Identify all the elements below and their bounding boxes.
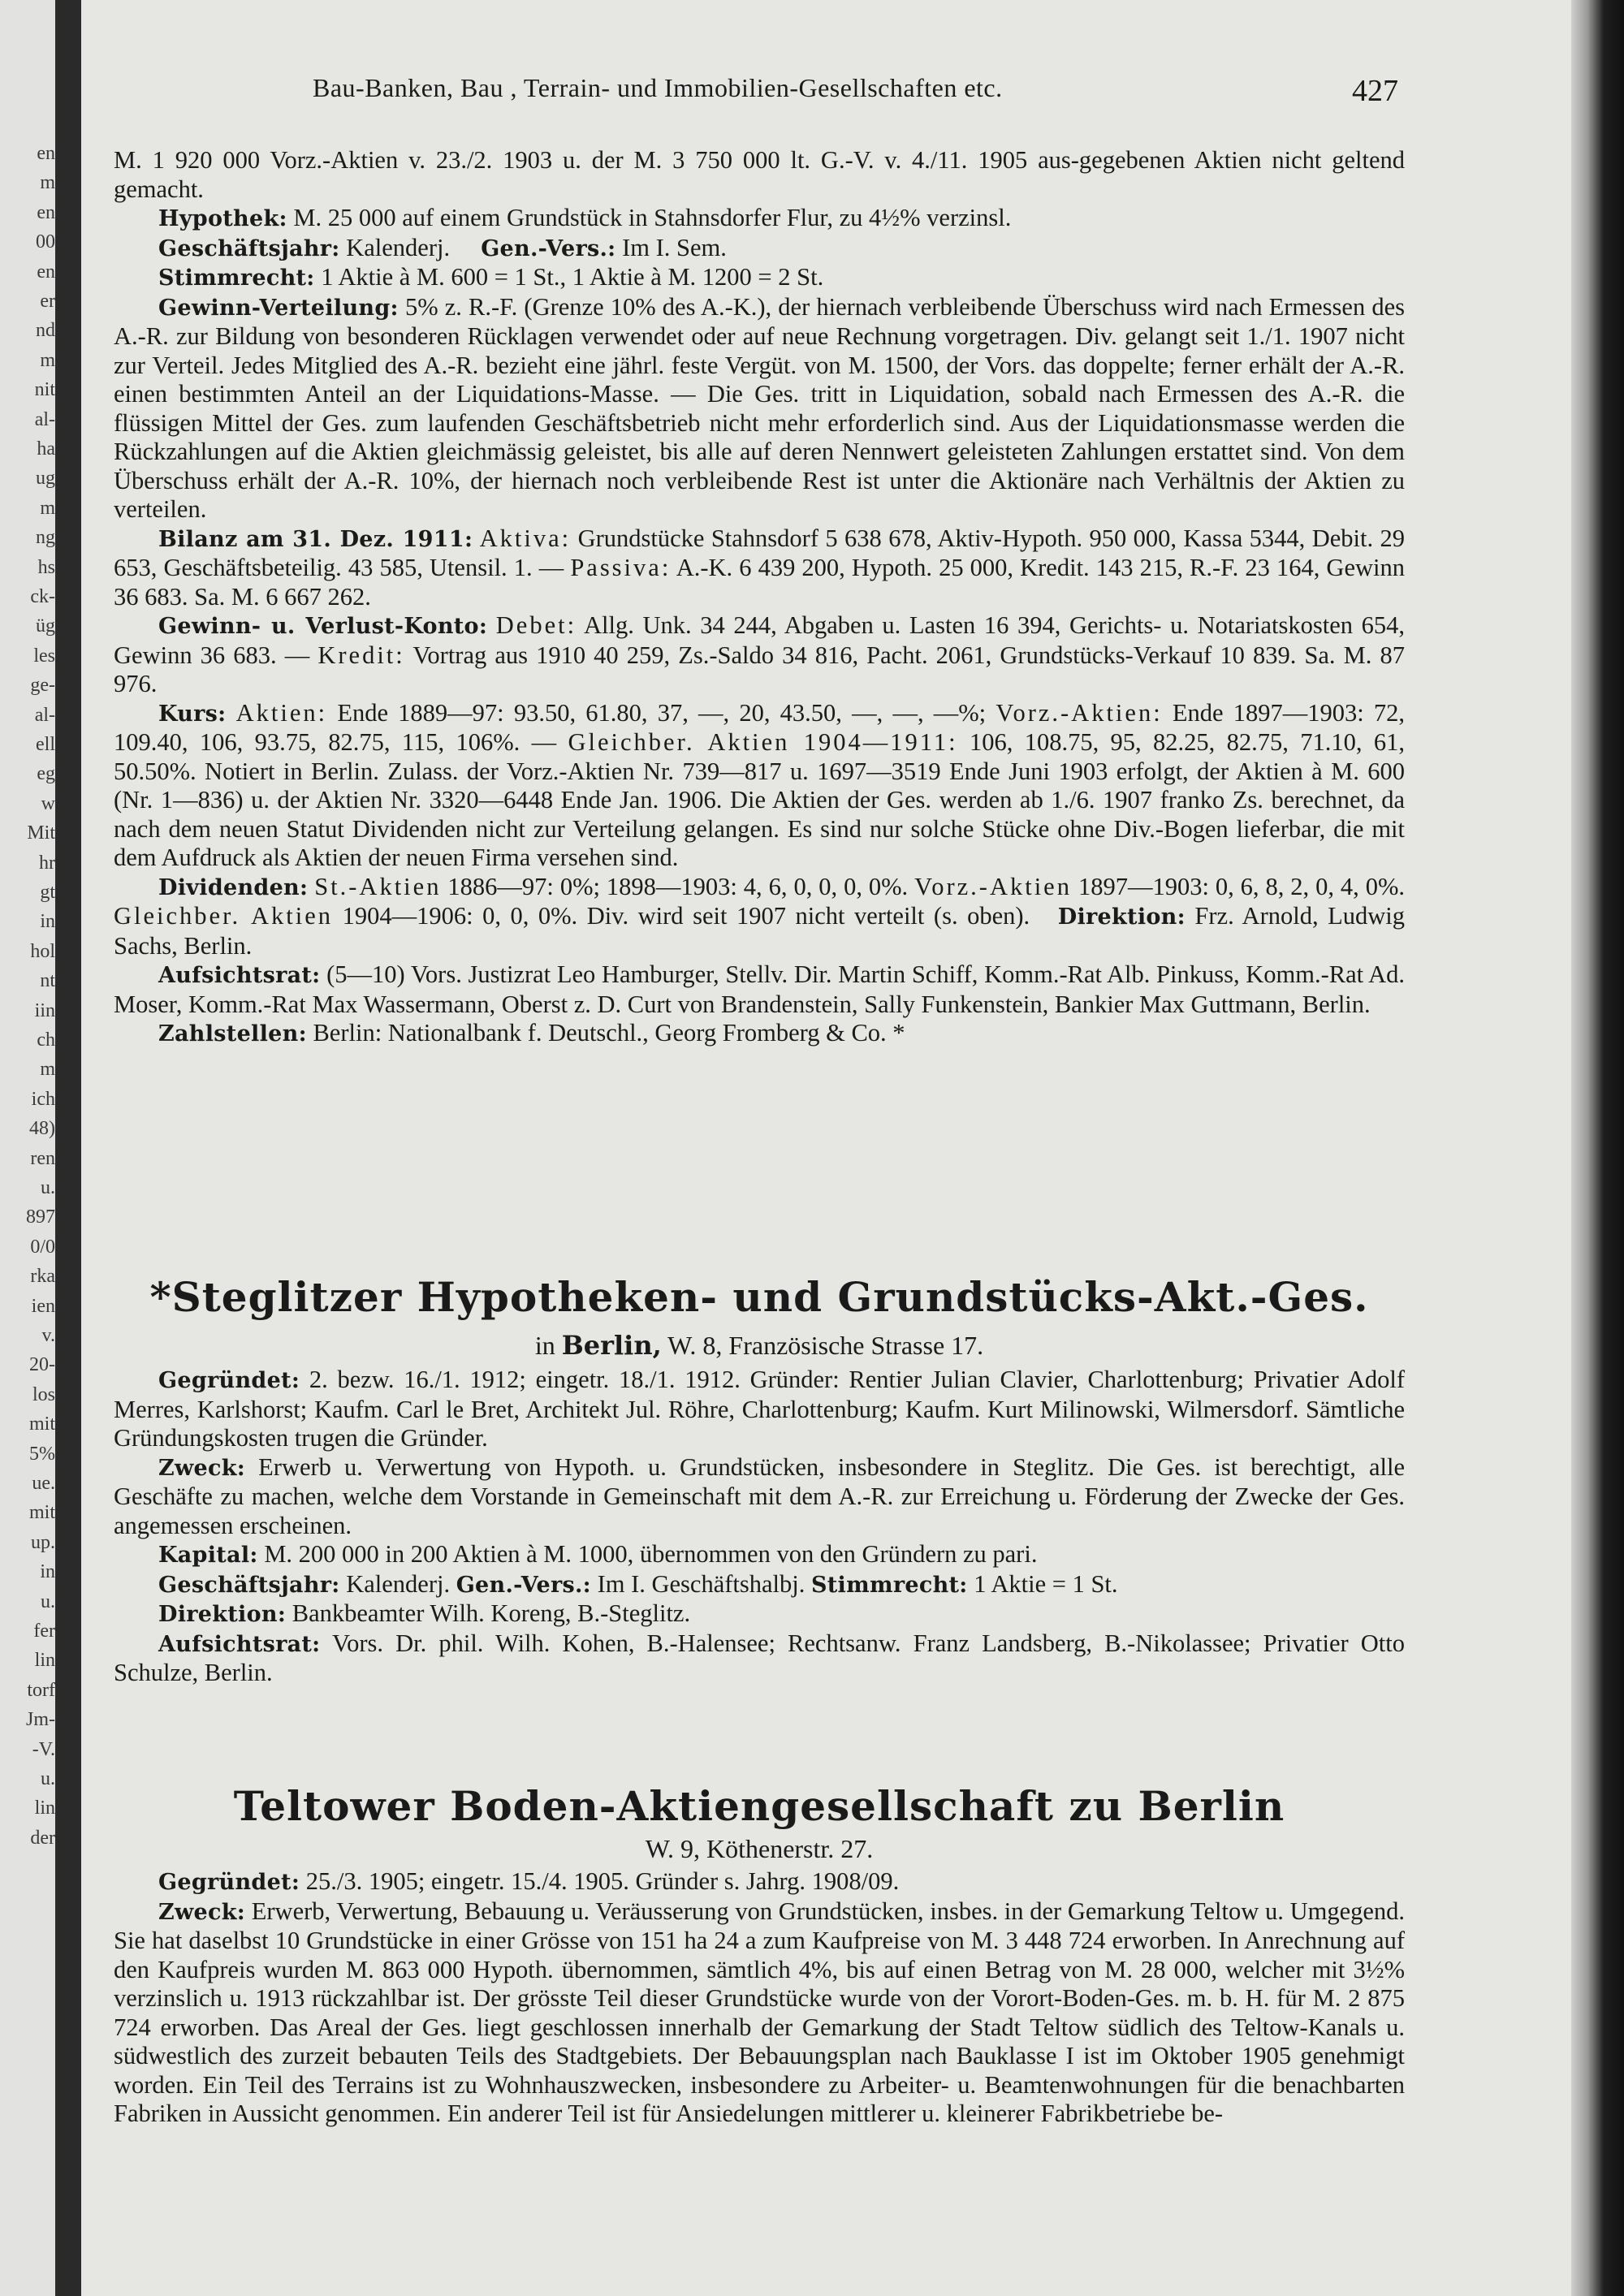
margin-fragment: en: [37, 261, 55, 283]
margin-fragment: u.: [41, 1590, 55, 1612]
geschaeftsjahr-text: Kalenderj.: [346, 1569, 451, 1598]
guv-text-1: Allg. Unk. 34 244, Abgaben u. Lasten 16 394, Gerichts- u. Notariatskosten 654, Gewinn 36 683. —: [114, 611, 1405, 669]
gegruendet-entry: [114, 1366, 1405, 1453]
passiva-word: Passiva:: [570, 554, 672, 581]
margin-fragment: nit: [34, 379, 55, 401]
margin-fragment: iin: [34, 999, 55, 1021]
page-number: 427: [1352, 74, 1398, 108]
margin-fragment: u.: [41, 1177, 55, 1198]
dividenden-entry: [114, 873, 1405, 961]
guv-label: Gewinn- u. Verlust-Konto:: [158, 614, 488, 639]
margin-fragment: en: [37, 201, 55, 223]
company-address-steglitzer: [114, 1330, 1405, 1361]
zweck-entry: [114, 1897, 1405, 2129]
margin-fragment: eg: [37, 763, 55, 785]
kurs-label: Kurs:: [158, 701, 227, 727]
div-st-word: St.-Aktien: [314, 872, 442, 900]
margin-fragment: 00: [36, 231, 55, 253]
margin-fragment: er: [40, 291, 55, 312]
gewinn-verteilung-text: 5% z. R.-F. (Grenze 10% des A.-K.), der hiernach verbleibende Überschuss wird nach Ermessen des A.-R. zur Bildung von besonderen Rücklagen verwendet oder auf neue Rechnung vorgetragen. Div. gelangt seit 1./1. 1907 nicht zur Verteil. Jedes Mitglied des A.-R. bezieht eine jährl. feste Vergüt. von M. 1500, der Vors. das doppelte; ferner erhält der A.-R. einen bestimmten Anteil an der Liquidations-Masse. — Die Ges. tritt in Liquidation, sobald nach Ermessen des A.-R. die flüssigen Mittel der Ges. zum laufenden Geschäftsbetrieb nicht mehr erforderlich sind. Aus der Liquidationsmasse werden die Rückzahlungen auf die Aktien gleichmässig geleistet, bis alle auf deren Nennwert geleisteten Zahlungen erstattet sind. Von dem Überschuss erhält der A.-R. 10%, der hiernach noch verbleibende Rest ist unter die Aktionäre nach Verhältnis der Aktien zu verteilen.: [114, 292, 1406, 523]
margin-fragment: 897: [26, 1206, 55, 1228]
running-head: Bau-Banken, Bau , Terrain- und Immobilien-Gesellschaften etc.: [313, 73, 1003, 102]
margin-fragment: hs: [37, 556, 55, 578]
bilanz-text-1: Grundstücke Stahnsdorf 5 638 678, Aktiv-Hypoth. 950 000, Kassa 5344, Debit. 29 653, Geschäftsbeteilig. 43 585, Utensil. 1. —: [114, 524, 1406, 581]
margin-fragment: in: [40, 1561, 55, 1583]
kurs-entry: [114, 699, 1405, 873]
margin-fragment: ch: [37, 1029, 55, 1051]
margin-fragment: 20-: [29, 1354, 55, 1376]
zweck-label: Zweck:: [158, 1899, 246, 1925]
kredit-word: Kredit:: [317, 641, 405, 669]
margin-fragment: 5%: [29, 1443, 55, 1465]
kapital-entry: [114, 1540, 1405, 1570]
margin-fragment: 0/0: [30, 1236, 55, 1258]
genvers-text: Im I. Sem.: [622, 233, 727, 261]
margin-fragment: mit: [28, 1413, 55, 1435]
div-gleichber-word: Gleichber. Aktien: [114, 902, 334, 930]
genvers-text: Im I. Geschäftshalbj.: [597, 1569, 806, 1598]
zweck-text: Erwerb, Verwertung, Bebauung u. Veräusserung von Grundstücken, insbes. in der Gemarkung Teltow u. Umgegend. Sie hat daselbst 10 Grundstücke in einer Grösse von 151 ha 24 a zum Kaufpreise von M. 3 448 724 erworben. In Anrechnung auf den Kaufpreis wurden M. 863 000 Hypoth. übernommen, sämtlich 4%, bis auf einen Betrag von M. 28 000, welcher mit 3½% verzinslich u. 1913 rückzahlbar ist. Der grösste Teil dieser Grundstücke wurde von der Vorort-Boden-Ges. m. b. H. für M. 2 875 724 erworben. Das Areal der Ges. liegt geschlossen innerhalb der Gemarkung der Stadt Teltow südlich des Teltow-Kanals u. südwestlich des zurzeit bebauten Teils des Stadtgebiets. Der Bebauungsplan nach Bauklasse I ist im Oktober 1905 genehmigt worden. Ein Teil des Terrains ist zu Wohnhauszwecken, insbesondere zu Arbeiter- u. Beamtenwohnungen für die benachbarten Fabriken in Aussicht genommen. Ein anderer Teil ist für Ansiedelungen mittlerer u. kleinerer Fabrikbetriebe be-: [114, 1897, 1406, 2127]
stimmrecht-text: 1 Aktie à M. 600 = 1 St., 1 Aktie à M. 1200 = 2 St.: [321, 263, 824, 291]
direktion-text: Bankbeamter Wilh. Koreng, B.-Steglitz.: [292, 1599, 691, 1627]
stimmrecht-label: Stimmrecht:: [158, 265, 315, 291]
aktiva-word: Aktiva:: [479, 524, 572, 552]
zweck-entry: [114, 1453, 1405, 1541]
aufsichtsrat-text: Vors. Dr. phil. Wilh. Kohen, B.-Halensee; Rechtsanw. Franz Landsberg, B.-Nikolassee; Privatier Otto Schulze, Berlin.: [114, 1629, 1405, 1686]
geschaeftsjahr-text: Kalenderj.: [346, 233, 451, 261]
div-vorz-word: Vorz.-Aktien: [914, 872, 1072, 900]
kurs-aktien-word: Aktien:: [235, 698, 328, 727]
geschaeftsjahr-entry: [114, 1570, 1405, 1600]
margin-fragment: hr: [39, 852, 55, 874]
margin-fragment: rka: [30, 1266, 55, 1288]
aufsichtsrat-entry: [114, 1629, 1405, 1688]
margin-fragment: fer: [33, 1621, 55, 1642]
margin-fragment: up.: [31, 1531, 55, 1553]
bilanz-text-2: A.-K. 6 439 200, Hypoth. 25 000, Kredit. 143 215, R.-F. 23 164, Gewinn 36 683. Sa. M. 6 667 262.: [114, 554, 1405, 611]
margin-fragment: in: [40, 911, 55, 933]
intro-paragraph: M. 1 920 000 Vorz.-Aktien v. 23./2. 1903 u. der M. 3 750 000 lt. G.-V. v. 4./11. 1905 aus-gegebenen Aktien nicht geltend gemacht.: [114, 146, 1405, 203]
kurs-vorz-word: Vorz.-Aktien:: [996, 698, 1163, 727]
adjacent-page-margin: [0, 0, 55, 2296]
geschaeftsjahr-label: Geschäftsjahr:: [158, 235, 340, 261]
kapital-text: M. 200 000 in 200 Aktien à M. 1000, übernommen von den Gründern zu pari.: [264, 1540, 1038, 1568]
book-gutter: [55, 0, 81, 2296]
margin-fragment: ha: [37, 438, 55, 460]
margin-fragment: en: [37, 143, 55, 164]
margin-fragment: v.: [41, 1325, 55, 1346]
div-text-3: 1904—1906: 0, 0, 0%. Div. wird seit 1907 nicht verteilt (s. oben).: [342, 902, 1030, 930]
debet-word: Debet:: [495, 611, 577, 639]
gegruendet-entry: [114, 1867, 1405, 1897]
margin-fragment: Mit: [27, 822, 55, 844]
address-in: in: [534, 1331, 555, 1360]
margin-fragment: ug: [36, 468, 55, 490]
kurs-gleichber-word: Gleichber. Aktien 1904—1911:: [568, 728, 958, 756]
margin-fragment: m: [40, 1059, 55, 1081]
section-teltower: [114, 1867, 1405, 2129]
zweck-text: Erwerb u. Verwertung von Hypoth. u. Grundstücken, insbesondere in Steglitz. Die Ges. ist berechtigt, alle Geschäfte zu machen, welche dem Vorstande in Gemeinschaft mit dem A.-R. zur Erreichung u. Förderung der Zwecke der Ges. angemessen erscheinen.: [114, 1452, 1405, 1539]
kurs-text-3: 106, 108.75, 95, 82.25, 82.75, 71.10, 61, 50.50%. Notiert in Berlin. Zulass. der Vorz.-Aktien Nr. 739—817 u. 1697—3519 Ende Juni 1903 erfolgt, der Aktien à M. 600 (Nr. 1—836) u. der Aktien Nr. 3320—6448 Ende Jan. 1906. Die Aktien der Ges. werden ab 1./6. 1907 franko Zs. berechnet, da nach dem neuen Statut Dividenden nicht zur Verteilung gelangen. Es sind nur solche Stücke ohne Div.-Bogen lieferbar, die mit dem Aufdruck als Aktien der neuen Firma versehen sind.: [114, 728, 1406, 871]
bilanz-label: Bilanz am 31. Dez. 1911:: [158, 526, 473, 552]
gewinn-verteilung-entry: [114, 293, 1405, 524]
margin-fragment: 48): [29, 1118, 55, 1140]
margin-fragment: m: [40, 172, 55, 194]
section-steglitzer: [114, 1366, 1405, 1688]
aufsichtsrat-entry: [114, 960, 1405, 1019]
margin-fragment: nd: [36, 320, 55, 342]
div-text-2: 1897—1903: 0, 6, 8, 2, 0, 4, 0%.: [1078, 872, 1406, 900]
direktion-label: Direktion:: [158, 1602, 287, 1627]
margin-fragment: ng: [36, 527, 55, 549]
gegruendet-text: 25./3. 1905; eingetr. 15./4. 1905. Gründer s. Jahrg. 1908/09.: [305, 1867, 900, 1895]
stimmrecht-entry: [114, 263, 1405, 293]
aufsichtsrat-label: Aufsichtsrat:: [158, 1631, 321, 1657]
dividenden-label: Dividenden:: [158, 874, 309, 900]
margin-fragment: los: [32, 1383, 55, 1405]
zahlstellen-entry: [114, 1019, 1405, 1049]
direktion-entry: [114, 1599, 1405, 1629]
zweck-label: Zweck:: [158, 1455, 246, 1481]
margin-fragment: -V.: [32, 1738, 55, 1760]
margin-fragment: al-: [34, 704, 55, 726]
margin-fragment: al-: [34, 408, 55, 430]
stimmrecht-label: Stimmrecht:: [810, 1572, 968, 1598]
hypothek-label: Hypothek:: [158, 206, 287, 231]
company-title-steglitzer: *Steglitzer Hypotheken- und Grundstücks-Akt.-Ges.: [149, 1273, 1369, 1321]
kurs-text-2: Ende 1897—1903: 72, 109.40, 106, 93.75, 82.75, 115, 106%. —: [114, 698, 1406, 756]
gegruendet-label: Gegründet:: [158, 1368, 300, 1393]
guv-text-2: Vortrag aus 1910 40 259, Zs.-Saldo 34 816, Pacht. 2061, Grundstücks-Verkauf 10 839. Sa. M. 87 976.: [114, 641, 1405, 697]
address-street: W. 8, Französische Strasse 17.: [667, 1331, 984, 1360]
direktion-label: Direktion:: [1057, 904, 1186, 930]
geschaeftsjahr-label: Geschäftsjahr:: [158, 1572, 340, 1598]
hypothek-entry: [114, 204, 1405, 234]
margin-fragment: w: [41, 792, 55, 814]
margin-fragment: ren: [30, 1147, 55, 1169]
zahlstellen-text: Berlin: Nationalbank f. Deutschl., Georg Fromberg & Co. *: [313, 1019, 905, 1047]
stimmrecht-text: 1 Aktie = 1 St.: [974, 1569, 1118, 1598]
kapital-label: Kapital:: [158, 1543, 258, 1568]
company-address-teltower: W. 9, Köthenerstr. 27.: [645, 1834, 874, 1863]
kurs-text-1: Ende 1889—97: 93.50, 61.80, 37, —, 20, 43.50, —, —, —%;: [337, 698, 987, 727]
margin-fragment: torf: [27, 1679, 55, 1701]
direktion-text: Frz. Arnold, Ludwig Sachs, Berlin.: [114, 902, 1405, 960]
margin-fragment: ge-: [30, 675, 55, 697]
zahlstellen-label: Zahlstellen:: [158, 1021, 307, 1047]
gegruendet-label: Gegründet:: [158, 1870, 300, 1895]
margin-fragment: ien: [31, 1295, 55, 1317]
company-title-teltower: Teltower Boden-Aktiengesellschaft zu Berlin: [233, 1782, 1285, 1830]
geschaeftsjahr-entry: [114, 234, 1405, 264]
margin-fragment: m: [40, 349, 55, 371]
margin-fragment: ell: [36, 734, 55, 755]
bilanz-entry: [114, 524, 1405, 612]
margin-fragment: u.: [41, 1768, 55, 1789]
section-continuation: [114, 146, 1405, 1049]
margin-fragment: ck-: [30, 586, 55, 607]
div-text-1: 1886—97: 0%; 1898—1903: 4, 6, 0, 0, 0, 0%.: [447, 872, 909, 900]
guv-entry: [114, 611, 1405, 699]
margin-fragment: hol: [30, 940, 55, 962]
gegruendet-text: 2. bezw. 16./1. 1912; eingetr. 18./1. 1912. Gründer: Rentier Julian Clavier, Charlottenburg; Privatier Adolf Merres, Karlshorst; Kaufm. Carl le Bret, Architekt Jul. Röhre, Charlottenburg; Kaufm. Kurt Milinowski, Wilmersdorf. Sämtliche Gründungskosten trugen die Gründer.: [114, 1366, 1406, 1452]
margin-fragment: lin: [34, 1650, 55, 1672]
hypothek-text: M. 25 000 auf einem Grundstück in Stahnsdorfer Flur, zu 4½% verzinsl.: [293, 204, 1012, 231]
genvers-label: Gen.-Vers.:: [456, 1572, 591, 1598]
margin-fragment: üg: [36, 615, 55, 637]
page-edge-shadow: [1571, 0, 1624, 2296]
margin-fragment: m: [40, 497, 55, 519]
margin-fragment: mit: [28, 1502, 55, 1524]
margin-fragment: der: [30, 1827, 55, 1849]
margin-fragment: les: [33, 645, 55, 667]
margin-fragment: Jm-: [26, 1709, 55, 1731]
margin-fragment: nt: [40, 970, 55, 992]
margin-fragment: ue.: [32, 1473, 55, 1494]
margin-fragment: ich: [31, 1088, 55, 1110]
address-city: Berlin,: [561, 1330, 662, 1361]
genvers-label: Gen.-Vers.:: [481, 235, 616, 261]
gewinn-verteilung-label: Gewinn-Verteilung:: [158, 295, 399, 321]
aufsichtsrat-text: (5—10) Vors. Justizrat Leo Hamburger, Stellv. Dir. Martin Schiff, Komm.-Rat Alb. Pinkuss, Komm.-Rat Ad. Moser, Komm.-Rat Max Wassermann, Oberst z. D. Curt von Brandenstein, Sally Funkenstein, Bankier Max Guttmann, Berlin.: [114, 960, 1406, 1018]
aufsichtsrat-label: Aufsichtsrat:: [158, 963, 321, 988]
margin-fragment: gt: [40, 882, 55, 903]
margin-fragment: lin: [34, 1798, 55, 1819]
